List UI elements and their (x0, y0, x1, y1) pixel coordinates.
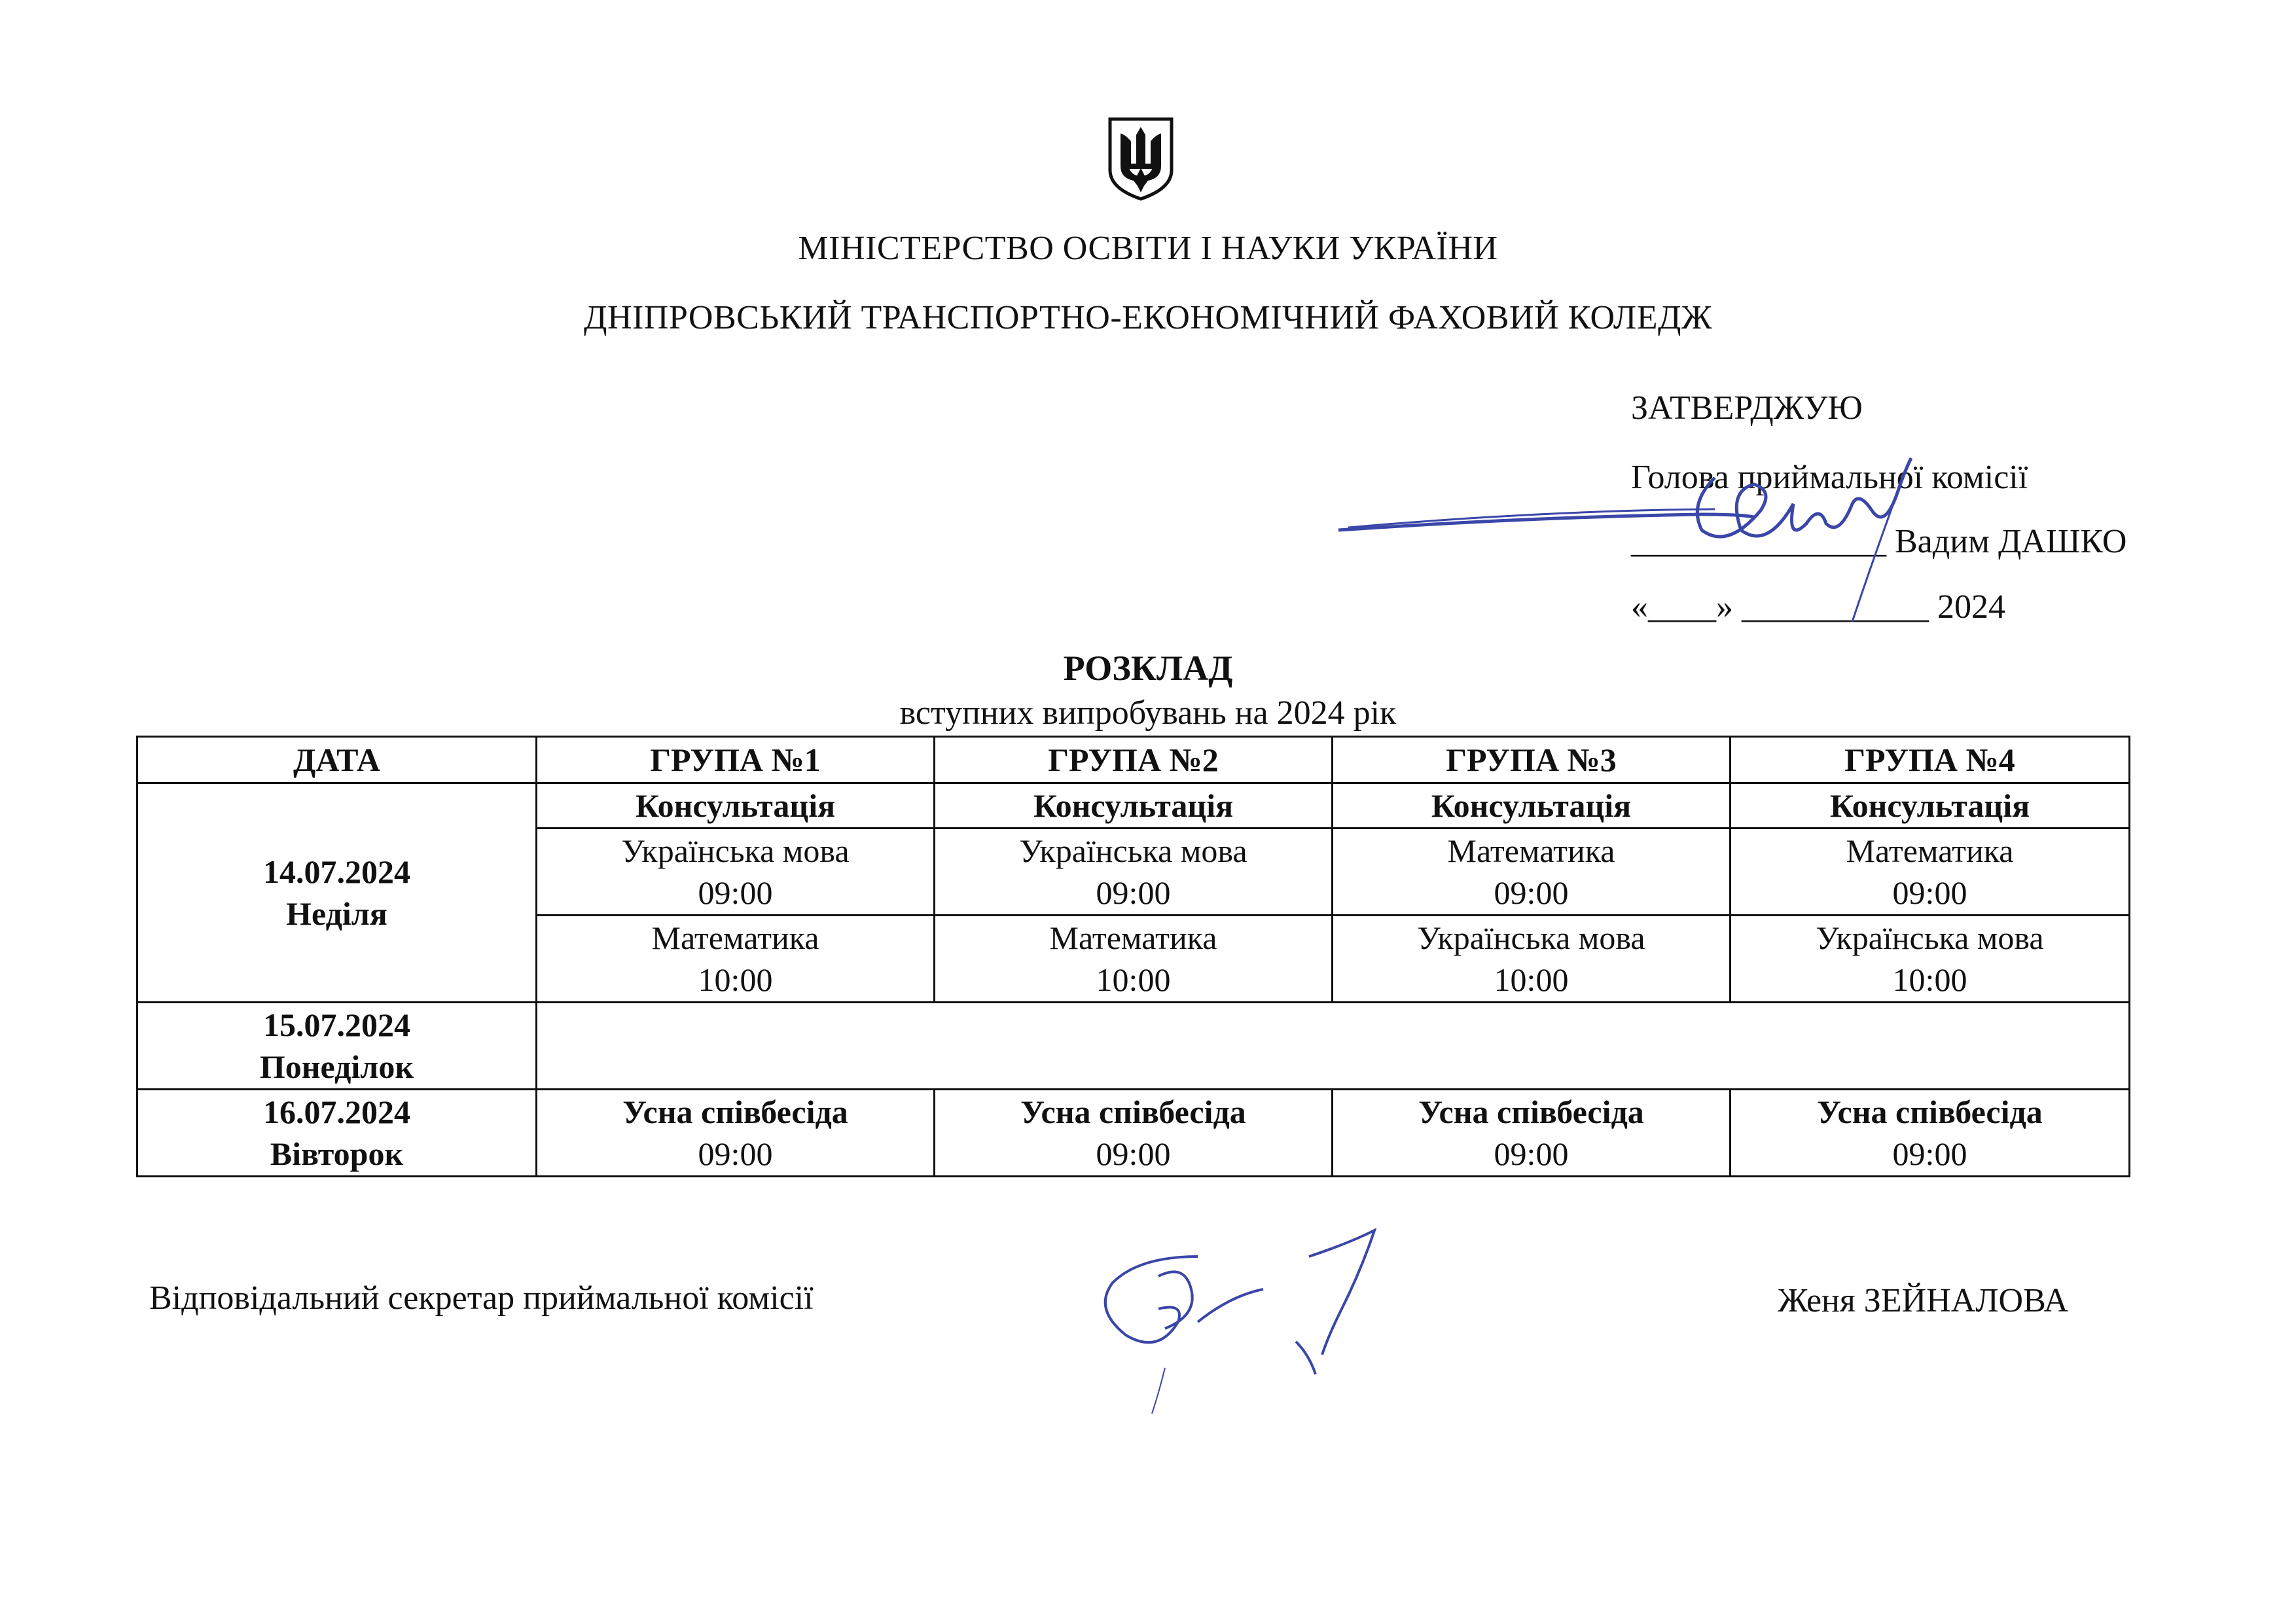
time: 09:00 (1096, 874, 1171, 911)
approval-heading: ЗАТВЕРДЖУЮ (1631, 389, 1863, 427)
secretary-name: Женя ЗЕЙНАЛОВА (1778, 1282, 2069, 1319)
consultation-label: Консультація (1333, 783, 1731, 829)
header-group-4: ГРУПА №4 (1731, 737, 2130, 783)
header-group-3: ГРУПА №3 (1333, 737, 1731, 783)
subject: Математика (1447, 832, 1615, 869)
time: 09:00 (1494, 1135, 1569, 1172)
subject: Усна співбесіда (1817, 1094, 2043, 1130)
weekday-value: Понеділок (259, 1048, 414, 1085)
subject: Українська мова (1417, 919, 1645, 956)
approval-date-line: «____» ___________ 2024 (1631, 588, 2005, 626)
weekday-value: Вівторок (270, 1135, 404, 1172)
schedule-cell (935, 1090, 1333, 1177)
schedule-cell (935, 916, 1333, 1003)
empty-cell (537, 1003, 2130, 1090)
subject: Усна співбесіда (1020, 1094, 1246, 1130)
document-subtitle: вступних випробувань на 2024 рік (899, 694, 1397, 732)
secretary-role: Відповідальний секретар приймальної комісії (149, 1279, 814, 1317)
time: 10:00 (1494, 961, 1569, 998)
subject: Українська мова (1019, 832, 1247, 869)
date-value: 16.07.2024 (263, 1094, 410, 1130)
document-title: РОЗКЛАД (1063, 649, 1233, 688)
weekday-value: Неділя (286, 895, 387, 932)
time: 09:00 (1096, 1135, 1171, 1172)
subject: Математика (1049, 919, 1217, 956)
table-header-row (137, 737, 2130, 783)
time: 09:00 (698, 1135, 773, 1172)
schedule-table (136, 736, 2130, 1177)
subject: Математика (1846, 832, 2014, 869)
approval-role: Голова приймальної комісії (1631, 459, 2028, 496)
schedule-cell (1731, 829, 2130, 916)
secretary-signature (1100, 1217, 1492, 1427)
time: 10:00 (1096, 961, 1171, 998)
header-group-2: ГРУПА №2 (935, 737, 1333, 783)
schedule-cell (1731, 916, 2130, 1003)
time: 09:00 (698, 874, 773, 911)
ministry-title: МІНІСТЕРСТВО ОСВІТИ І НАУКИ УКРАЇНИ (798, 230, 1498, 267)
schedule-cell (1731, 1090, 2130, 1177)
date-cell (137, 783, 537, 1003)
table-row (137, 1003, 2130, 1090)
subject: Усна співбесіда (1418, 1094, 1644, 1130)
time: 09:00 (1494, 874, 1569, 911)
college-title: ДНІПРОВСЬКИЙ ТРАНСПОРТНО-ЕКОНОМІЧНИЙ ФАХОВИЙ КОЛЕДЖ (583, 299, 1713, 336)
header-date: ДАТА (137, 737, 537, 783)
schedule-cell (1333, 829, 1731, 916)
table-row (137, 1090, 2130, 1177)
subject: Українська мова (1816, 919, 2044, 956)
subject: Математика (651, 919, 819, 956)
subject: Усна співбесіда (622, 1094, 848, 1130)
schedule-cell (1333, 1090, 1731, 1177)
time: 09:00 (1892, 1135, 1967, 1172)
consultation-label: Консультація (935, 783, 1333, 829)
time: 10:00 (1892, 961, 1967, 998)
subject: Українська мова (621, 832, 850, 869)
time: 10:00 (698, 961, 773, 998)
schedule-cell (537, 916, 935, 1003)
table-row (137, 783, 2130, 829)
consultation-label: Консультація (1731, 783, 2130, 829)
header-group-1: ГРУПА №1 (537, 737, 935, 783)
tryzub-icon (1105, 115, 1177, 202)
date-cell (137, 1090, 537, 1177)
approval-signer: _______________ Вадим ДАШКО (1631, 523, 2127, 560)
schedule-cell (935, 829, 1333, 916)
date-value: 14.07.2024 (263, 853, 410, 890)
schedule-cell (537, 1090, 935, 1177)
schedule-cell (537, 829, 935, 916)
schedule-cell (1333, 916, 1731, 1003)
date-value: 15.07.2024 (263, 1007, 410, 1043)
date-cell (137, 1003, 537, 1090)
consultation-label: Консультація (537, 783, 935, 829)
time: 09:00 (1892, 874, 1967, 911)
